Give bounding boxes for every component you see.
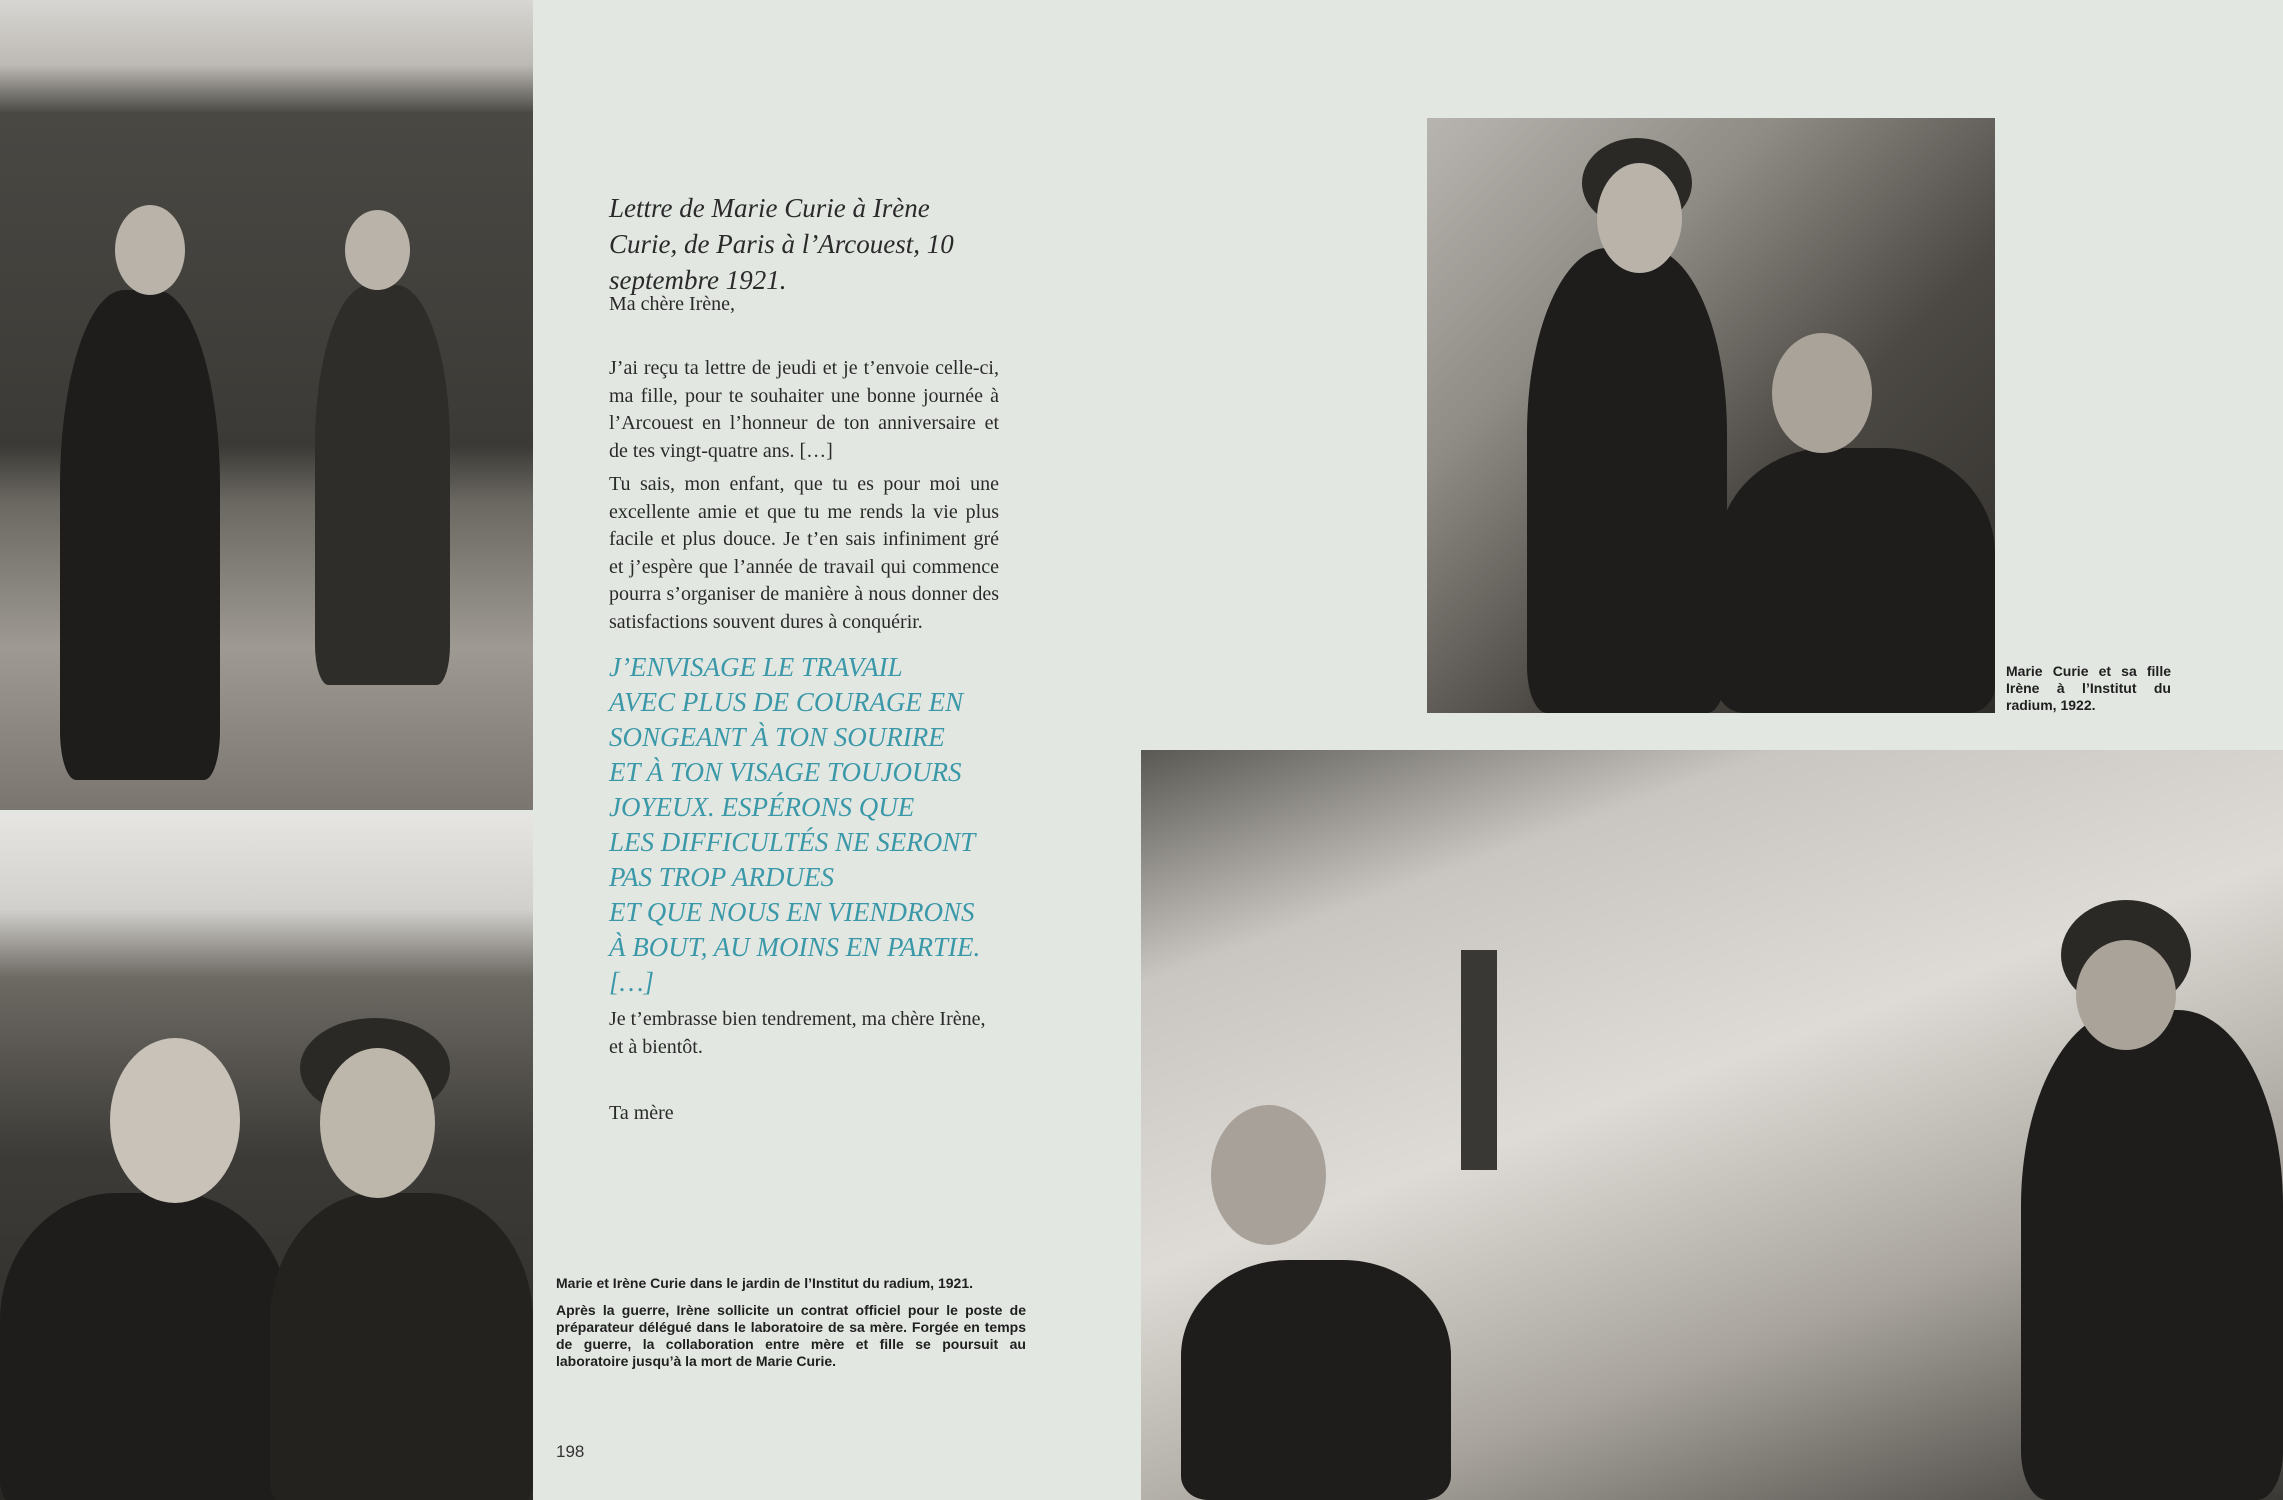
quote-line: JOYEUX. ESPÉRONS QUE xyxy=(609,792,915,822)
quote-line: ET QUE NOUS EN VIENDRONS xyxy=(609,897,975,927)
letter-closing: Je t’embrasse bien tendrement, ma chère Irène, et à bientôt. xyxy=(609,1008,986,1058)
photo-garden-standing xyxy=(0,0,533,810)
photo-garden-portrait xyxy=(0,813,533,1500)
quote-line: À BOUT, AU MOINS EN PARTIE. xyxy=(609,932,981,962)
quote-line: LES DIFFICULTÉS NE SERONT xyxy=(609,827,976,857)
garden-caption-text: Après la guerre, Irène sollicite un contrat officiel pour le poste de préparateur délégué dans le laboratoire de sa mère. Forgée en temps de guerre, la collaboration entre mère et fille se poursuit au laboratoire jusqu’à la mort de Marie Curie. xyxy=(556,1302,1026,1369)
quote-line: J’ENVISAGE LE TRAVAIL xyxy=(609,652,903,682)
garden-caption xyxy=(556,1275,1026,1370)
quote-line: SONGEANT À TON SOURIRE xyxy=(609,722,945,752)
letter-title: Lettre de Marie Curie à Irène Curie, de Paris à l’Arcouest, 10 septembre 1921. xyxy=(609,193,954,295)
photo-lab-1922 xyxy=(1427,118,1995,713)
letter-body xyxy=(609,355,999,642)
lab-caption: Marie Curie et sa fille Irène à l’Institut du radium, 1922. xyxy=(2006,663,2171,713)
letter-salutation: Ma chère Irène, xyxy=(609,293,736,315)
letter-paragraph: Tu sais, mon enfant, que tu es pour moi une excellente amie et que tu me rends la vie plus facile et plus douce. Je t’en sais infiniment gré et j’espère que l’année de travail qui commence pourra s’organiser de manière à nous donner des satisfactions souvent dures à conquérir. xyxy=(609,473,999,633)
quote-line: […] xyxy=(609,967,655,997)
quote-line: AVEC PLUS DE COURAGE EN xyxy=(609,687,964,717)
photo-lab-experiment xyxy=(1141,750,2283,1500)
garden-caption-title: Marie et Irène Curie dans le jardin de l’Institut du radium, 1921. xyxy=(556,1275,973,1291)
quote-line: ET À TON VISAGE TOUJOURS xyxy=(609,757,962,787)
page-number: 198 xyxy=(556,1442,585,1461)
quote-line: PAS TROP ARDUES xyxy=(609,862,835,892)
pull-quote xyxy=(609,650,999,1000)
letter-paragraph: J’ai reçu ta lettre de jeudi et je t’envoie celle-ci, ma fille, pour te souhaiter une bonne journée à l’Arcouest en l’honneur de ton anniversaire et de tes vingt-quatre ans. […] xyxy=(609,357,999,462)
letter-signature: Ta mère xyxy=(609,1102,674,1124)
